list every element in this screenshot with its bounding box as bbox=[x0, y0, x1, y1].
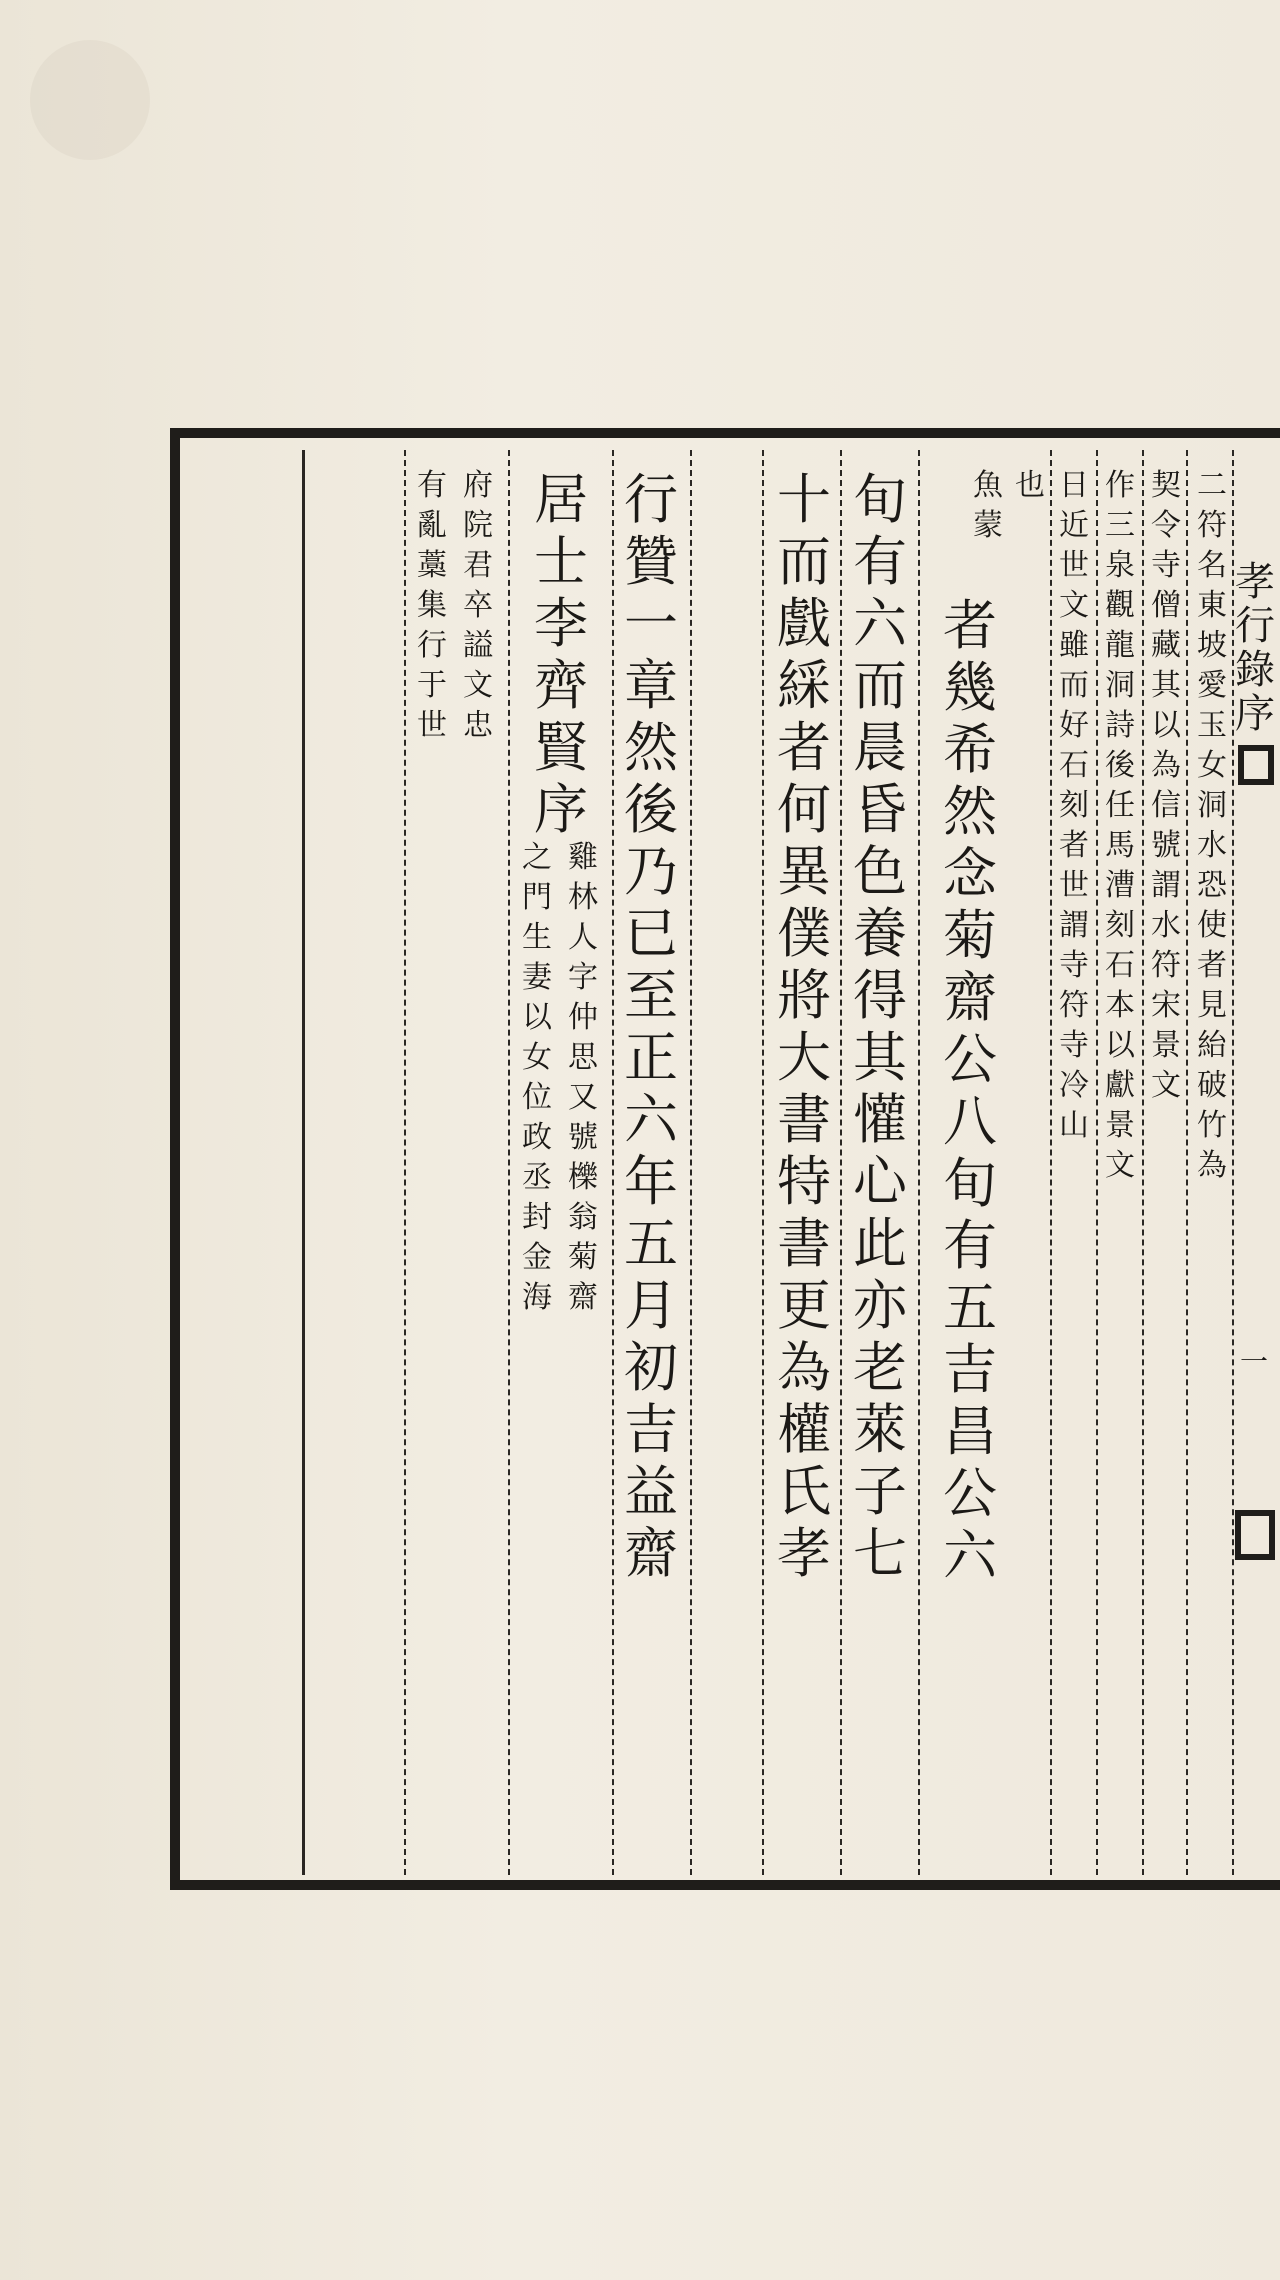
character: 孝 bbox=[1235, 559, 1275, 605]
character: 權 bbox=[777, 1398, 831, 1461]
character: 世 bbox=[1059, 548, 1089, 583]
character: 書 bbox=[777, 1212, 831, 1275]
page-number: 一 bbox=[1240, 1345, 1269, 1378]
character: 世 bbox=[417, 708, 447, 743]
character: 文 bbox=[1151, 1068, 1181, 1103]
character: 齋 bbox=[943, 966, 997, 1029]
character: 已 bbox=[624, 902, 678, 965]
column-rule bbox=[404, 450, 406, 1875]
character: 文 bbox=[463, 668, 493, 703]
character: 此 bbox=[853, 1212, 907, 1275]
character: 翁 bbox=[568, 1200, 598, 1235]
character: 以 bbox=[1105, 1028, 1135, 1063]
character: 符 bbox=[1059, 988, 1089, 1023]
character: 希 bbox=[943, 718, 997, 781]
character: 公 bbox=[943, 1462, 997, 1525]
character: 名 bbox=[1197, 548, 1227, 583]
character: 政 bbox=[522, 1120, 552, 1155]
text-column bbox=[842, 470, 918, 1586]
character: 三 bbox=[1105, 508, 1135, 543]
character: 漕 bbox=[1105, 868, 1135, 903]
character: 本 bbox=[1105, 988, 1135, 1023]
character: 寺 bbox=[1059, 948, 1089, 983]
character: 愛 bbox=[1197, 668, 1227, 703]
text-column bbox=[766, 470, 842, 1586]
character: 有 bbox=[943, 1214, 997, 1277]
character: 使 bbox=[1197, 908, 1227, 943]
character: 亦 bbox=[853, 1274, 907, 1337]
character: 行 bbox=[1235, 603, 1275, 649]
character: 詩 bbox=[1105, 708, 1135, 743]
character: 觀 bbox=[1105, 588, 1135, 623]
character: 女 bbox=[1197, 748, 1227, 783]
character: 孝 bbox=[777, 1522, 831, 1585]
character: 生 bbox=[522, 920, 552, 955]
character: 紿 bbox=[1197, 1028, 1227, 1063]
character: 以 bbox=[1151, 708, 1181, 743]
character: 晨 bbox=[853, 716, 907, 779]
text-column bbox=[1144, 470, 1188, 1110]
character: 菊 bbox=[568, 1240, 598, 1275]
character: 櫟 bbox=[568, 1160, 598, 1195]
character: 其 bbox=[853, 1026, 907, 1089]
character: 雖 bbox=[1059, 628, 1089, 663]
character: 將 bbox=[777, 964, 831, 1027]
character: 有 bbox=[417, 468, 447, 503]
character: 行 bbox=[624, 468, 678, 531]
character: 正 bbox=[624, 1026, 678, 1089]
character: 院 bbox=[463, 508, 493, 543]
fish-tail-mark-top bbox=[1238, 745, 1274, 785]
character: 心 bbox=[853, 1150, 907, 1213]
text-column-annotation bbox=[456, 470, 500, 750]
character: 六 bbox=[943, 1524, 997, 1587]
character: 菊 bbox=[943, 904, 997, 967]
character: 吉 bbox=[624, 1398, 678, 1461]
character: 府 bbox=[463, 468, 493, 503]
character: 謂 bbox=[1059, 908, 1089, 943]
character: 水 bbox=[1197, 828, 1227, 863]
text-column bbox=[516, 470, 606, 842]
character: 近 bbox=[1059, 508, 1089, 543]
character: 贊 bbox=[624, 530, 678, 593]
character: 李 bbox=[534, 592, 588, 655]
character: 雞 bbox=[568, 840, 598, 875]
character: 竹 bbox=[1197, 1108, 1227, 1143]
text-column bbox=[1098, 470, 1142, 1190]
character: 寺 bbox=[1059, 1028, 1089, 1063]
character: 女 bbox=[522, 1040, 552, 1075]
character: 僧 bbox=[1151, 588, 1181, 623]
character: 卒 bbox=[463, 588, 493, 623]
character: 石 bbox=[1059, 748, 1089, 783]
text-column bbox=[1008, 470, 1052, 510]
character: 者 bbox=[943, 594, 997, 657]
text-column-annotation bbox=[510, 842, 606, 1322]
character: 懽 bbox=[853, 1088, 907, 1151]
character: 昏 bbox=[853, 778, 907, 841]
character: 士 bbox=[534, 530, 588, 593]
character: 破 bbox=[1197, 1068, 1227, 1103]
character: 蒙 bbox=[973, 508, 1003, 543]
character: 旬 bbox=[853, 468, 907, 531]
character: 日 bbox=[1059, 468, 1089, 503]
character: 任 bbox=[1105, 788, 1135, 823]
character: 月 bbox=[624, 1274, 678, 1337]
character: 綵 bbox=[777, 654, 831, 717]
character: 見 bbox=[1197, 988, 1227, 1023]
character: 後 bbox=[624, 778, 678, 841]
character: 以 bbox=[522, 1000, 552, 1035]
character: 然 bbox=[624, 716, 678, 779]
character: 君 bbox=[463, 548, 493, 583]
text-column-annotation bbox=[410, 470, 454, 750]
character: 坡 bbox=[1197, 628, 1227, 663]
column-rule bbox=[302, 450, 305, 1875]
character: 號 bbox=[1151, 828, 1181, 863]
character: 封 bbox=[522, 1200, 552, 1235]
character: 作 bbox=[1105, 468, 1135, 503]
character: 令 bbox=[1151, 508, 1181, 543]
character: 泉 bbox=[1105, 548, 1135, 583]
margin-title bbox=[1230, 560, 1280, 736]
character: 契 bbox=[1151, 468, 1181, 503]
character: 藏 bbox=[1151, 628, 1181, 663]
character: 六 bbox=[624, 1088, 678, 1151]
character: 忠 bbox=[463, 708, 493, 743]
character: 洞 bbox=[1197, 788, 1227, 823]
character: 序 bbox=[1235, 691, 1275, 737]
character: 錄 bbox=[1235, 647, 1275, 693]
character: 然 bbox=[943, 780, 997, 843]
character: 東 bbox=[1197, 588, 1227, 623]
fish-tail-mark-bottom bbox=[1235, 1510, 1275, 1560]
character: 後 bbox=[1105, 748, 1135, 783]
character: 至 bbox=[624, 964, 678, 1027]
character: 之 bbox=[522, 840, 552, 875]
character: 丞 bbox=[522, 1160, 552, 1195]
character: 二 bbox=[1197, 468, 1227, 503]
character: 而 bbox=[1059, 668, 1089, 703]
character: 符 bbox=[1197, 508, 1227, 543]
character: 子 bbox=[853, 1460, 907, 1523]
character: 文 bbox=[1105, 1148, 1135, 1183]
character: 馬 bbox=[1105, 828, 1135, 863]
character: 山 bbox=[1059, 1108, 1089, 1143]
character: 者 bbox=[777, 716, 831, 779]
character: 信 bbox=[1151, 788, 1181, 823]
character: 謚 bbox=[463, 628, 493, 663]
character: 刻 bbox=[1059, 788, 1089, 823]
character: 謂 bbox=[1151, 868, 1181, 903]
character: 為 bbox=[1151, 748, 1181, 783]
character: 氏 bbox=[777, 1460, 831, 1523]
character: 更 bbox=[777, 1274, 831, 1337]
character: 刻 bbox=[1105, 908, 1135, 943]
character: 金 bbox=[522, 1240, 552, 1275]
character: 益 bbox=[624, 1460, 678, 1523]
character: 者 bbox=[1197, 948, 1227, 983]
character: 景 bbox=[1105, 1108, 1135, 1143]
character: 昌 bbox=[943, 1400, 997, 1463]
column-rule bbox=[918, 450, 920, 1875]
character: 符 bbox=[1151, 948, 1181, 983]
character: 其 bbox=[1151, 668, 1181, 703]
annotation-subcolumn bbox=[514, 842, 560, 1322]
text-column bbox=[1190, 470, 1234, 1190]
character: 藁 bbox=[417, 548, 447, 583]
character: 恐 bbox=[1197, 868, 1227, 903]
character: 僕 bbox=[777, 902, 831, 965]
character: 冷 bbox=[1059, 1068, 1089, 1103]
character: 號 bbox=[568, 1120, 598, 1155]
character: 文 bbox=[1059, 588, 1089, 623]
character: 門 bbox=[522, 880, 552, 915]
text-column bbox=[930, 596, 1010, 1588]
character: 齋 bbox=[624, 1522, 678, 1585]
character: 得 bbox=[853, 964, 907, 1027]
character: 好 bbox=[1059, 708, 1089, 743]
character: 萊 bbox=[853, 1398, 907, 1461]
character: 色 bbox=[853, 840, 907, 903]
character: 旬 bbox=[943, 1152, 997, 1215]
character: 五 bbox=[624, 1212, 678, 1275]
column-rule bbox=[762, 450, 764, 1875]
character: 齊 bbox=[534, 654, 588, 717]
character: 十 bbox=[777, 468, 831, 531]
character: 一 bbox=[624, 592, 678, 655]
character: 魚 bbox=[973, 468, 1003, 503]
character: 思 bbox=[568, 1040, 598, 1075]
paper-stain bbox=[30, 40, 150, 160]
character: 大 bbox=[777, 1026, 831, 1089]
character: 亂 bbox=[417, 508, 447, 543]
character: 海 bbox=[522, 1280, 552, 1315]
character: 景 bbox=[1151, 1028, 1181, 1063]
character: 而 bbox=[777, 530, 831, 593]
character: 初 bbox=[624, 1336, 678, 1399]
character: 位 bbox=[522, 1080, 552, 1115]
character: 異 bbox=[777, 840, 831, 903]
character: 于 bbox=[417, 668, 447, 703]
character: 水 bbox=[1151, 908, 1181, 943]
character: 而 bbox=[853, 654, 907, 717]
character: 賢 bbox=[534, 716, 588, 779]
character: 仲 bbox=[568, 1000, 598, 1035]
text-column bbox=[612, 470, 690, 1586]
character: 宋 bbox=[1151, 988, 1181, 1023]
character: 六 bbox=[853, 592, 907, 655]
character: 玉 bbox=[1197, 708, 1227, 743]
character: 居 bbox=[534, 468, 588, 531]
character: 序 bbox=[534, 778, 588, 841]
character: 老 bbox=[853, 1336, 907, 1399]
character: 幾 bbox=[943, 656, 997, 719]
character: 也 bbox=[1015, 468, 1045, 503]
character: 妻 bbox=[522, 960, 552, 995]
character: 五 bbox=[943, 1276, 997, 1339]
character: 有 bbox=[853, 530, 907, 593]
character: 為 bbox=[1197, 1148, 1227, 1183]
character: 為 bbox=[777, 1336, 831, 1399]
character: 石 bbox=[1105, 948, 1135, 983]
character: 吉 bbox=[943, 1338, 997, 1401]
character: 齋 bbox=[568, 1280, 598, 1315]
character: 世 bbox=[1059, 868, 1089, 903]
character: 戲 bbox=[777, 592, 831, 655]
character: 公 bbox=[943, 1028, 997, 1091]
column-rule bbox=[690, 450, 692, 1875]
character: 書 bbox=[777, 1088, 831, 1151]
character: 龍 bbox=[1105, 628, 1135, 663]
character: 章 bbox=[624, 654, 678, 717]
character: 又 bbox=[568, 1080, 598, 1115]
character: 寺 bbox=[1151, 548, 1181, 583]
character: 乃 bbox=[624, 840, 678, 903]
character: 行 bbox=[417, 628, 447, 663]
text-column-annotation bbox=[966, 470, 1010, 550]
character: 念 bbox=[943, 842, 997, 905]
character: 字 bbox=[568, 960, 598, 995]
character: 何 bbox=[777, 778, 831, 841]
character: 洞 bbox=[1105, 668, 1135, 703]
annotation-subcolumn bbox=[560, 842, 606, 1322]
character: 獻 bbox=[1105, 1068, 1135, 1103]
character: 七 bbox=[853, 1522, 907, 1585]
character: 八 bbox=[943, 1090, 997, 1153]
character: 養 bbox=[853, 902, 907, 965]
text-column bbox=[1052, 470, 1096, 1150]
character: 者 bbox=[1059, 828, 1089, 863]
character: 年 bbox=[624, 1150, 678, 1213]
character: 人 bbox=[568, 920, 598, 955]
character: 集 bbox=[417, 588, 447, 623]
character: 特 bbox=[777, 1150, 831, 1213]
character: 林 bbox=[568, 880, 598, 915]
